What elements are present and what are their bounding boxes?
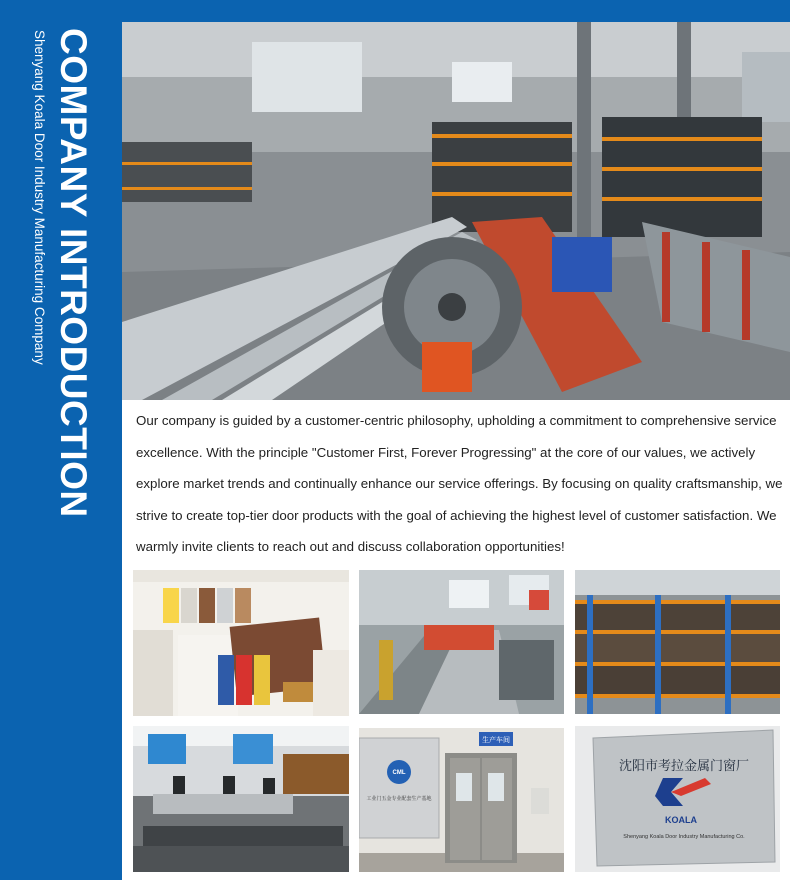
workshop-sign: 生产车间: [482, 736, 510, 744]
sidebar-banner: [0, 0, 122, 880]
company-intro-text: Our company is guided by a customer-centric philosophy, upholding a commitment to comprehensive service excellence. With the principle "Customer First, Forever Progressing" at the core of our values, we actively explore market trends and continually enhance our service offerings. By focusing on quality craftsmanship, we strive to create top-tier door products with the goal of achieving the highest level of customer satisfaction. We warmly invite clients to reach out and discuss collaboration opportunities!: [136, 413, 783, 554]
material-racks-photo: [575, 570, 780, 714]
sign-logo: KOALA: [665, 815, 697, 825]
factory-hero-photo: [122, 22, 790, 400]
sign-chinese-name: 沈阳市考拉金属门窗厂: [618, 759, 750, 774]
plaque-logo: CML: [392, 770, 406, 776]
sign-english-name: Shenyang Koala Door Industry Manufacturing Co.: [623, 834, 745, 840]
workshop-door-photo: [359, 728, 564, 872]
company-name: Shenyang Koala Door Industry Manufacturing Company: [32, 30, 47, 365]
production-line-photo: [359, 570, 564, 714]
company-sign-photo: [575, 726, 780, 872]
section-title: COMPANY INTRODUCTION: [53, 28, 94, 518]
door-samples-photo: [133, 570, 349, 716]
office-photo: [133, 726, 349, 872]
plaque-text: 工业门五金专业配套生产基地: [366, 796, 432, 802]
